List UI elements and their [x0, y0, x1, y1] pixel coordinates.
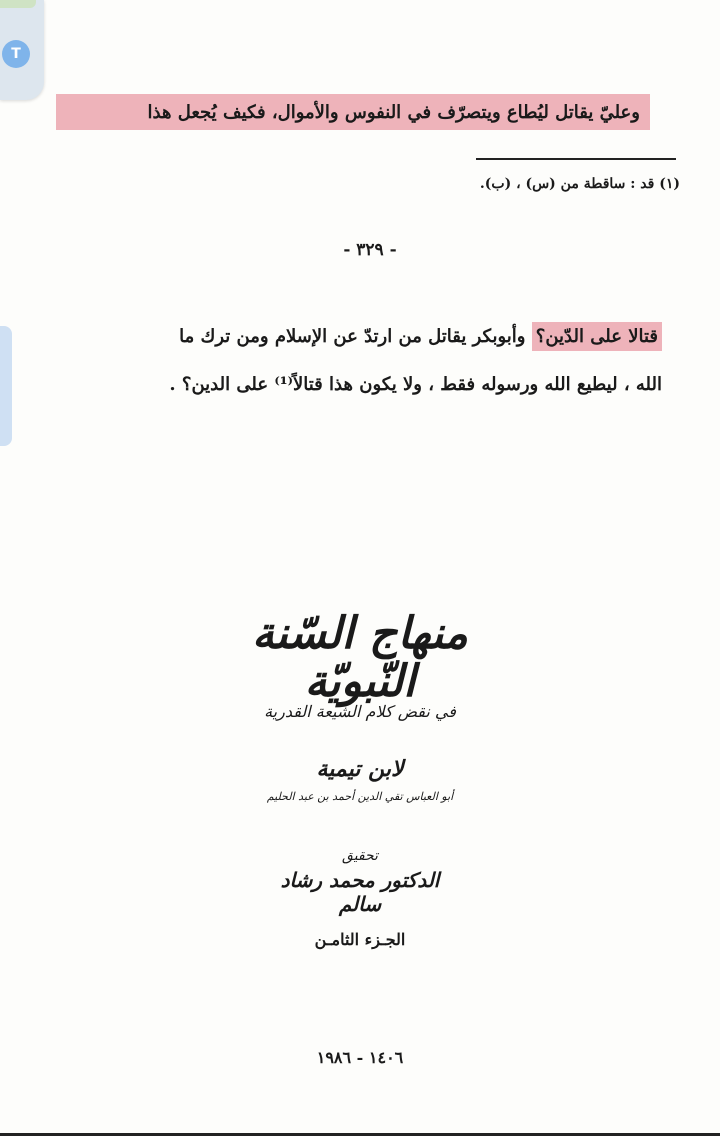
paragraph-line-1 — [50, 326, 662, 347]
publication-date: ١٤٠٦ - ١٩٨٦ — [316, 1048, 404, 1067]
editor-name: الدكتور محمد رشاد سالم — [280, 868, 440, 916]
footnote: (١) قد : ساقطة من (س) ، (ب). — [479, 176, 680, 192]
book-title: منهاج السّنة النّبويّة — [251, 608, 468, 708]
toolbar-tab[interactable] — [0, 0, 36, 8]
footnote-divider — [476, 158, 676, 160]
translate-icon[interactable]: T — [2, 40, 30, 68]
editor-label: تحقيق — [342, 848, 378, 864]
highlighted-line: وعليّ يقاتل ليُطاع ويتصرّف في النفوس والأموال، فكيف يُجعل هذا — [56, 94, 650, 130]
volume-label: الجـزء الثامـن — [314, 930, 406, 949]
paragraph-line-1-rest: وأبوبكر يقاتل من ارتدّ عن الإسلام ومن ترك ما — [179, 326, 532, 347]
highlighted-phrase: قتالا على الدّين؟ — [532, 322, 662, 351]
book-subtitle: في نقض كلام الشيعة القدرية — [264, 702, 456, 721]
page-number: - ٣٢٩ - — [343, 240, 397, 260]
author-name: لابن تيمية — [316, 756, 404, 782]
author-full-name: أبو العباس تقي الدين أحمد بن عبد الحليم — [266, 790, 454, 803]
floating-toolbar — [0, 0, 44, 100]
side-panel-handle[interactable] — [0, 326, 12, 446]
paragraph-line-2: الله ، ليطيع الله ورسوله فقط ، ولا يكون هذا قتالاً⁽¹⁾ على الدين؟ . — [169, 374, 662, 395]
